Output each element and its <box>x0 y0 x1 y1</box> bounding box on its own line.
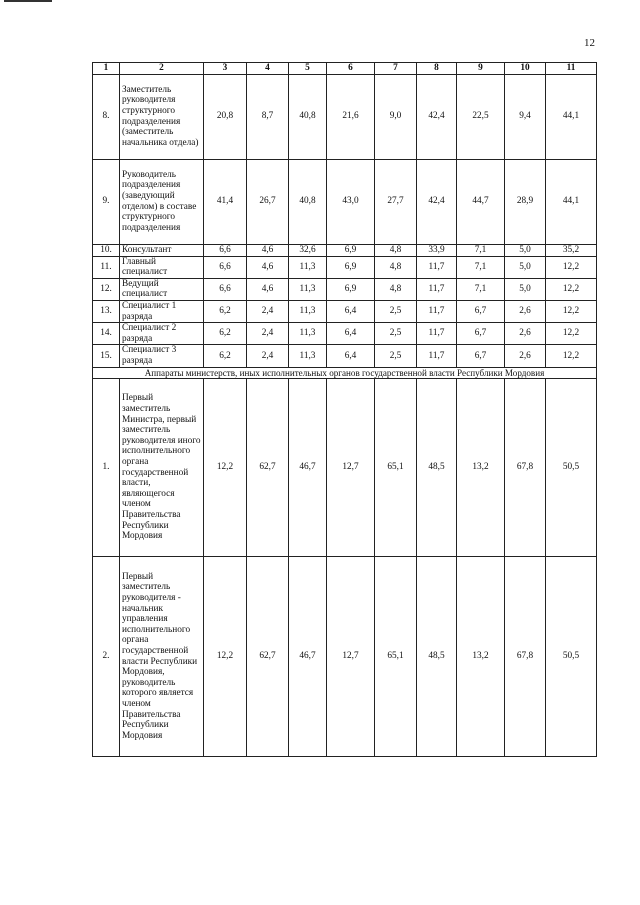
value-cell: 4,6 <box>247 244 289 256</box>
value-cell: 12,2 <box>204 557 247 757</box>
value-cell: 4,8 <box>375 244 417 256</box>
value-cell: 6,6 <box>204 244 247 256</box>
row-number: 2. <box>93 557 120 757</box>
value-cell: 62,7 <box>247 557 289 757</box>
value-cell: 7,1 <box>457 256 505 278</box>
value-cell: 65,1 <box>375 557 417 757</box>
table-row <box>93 379 597 557</box>
table-header-row <box>93 63 597 75</box>
value-cell: 42,4 <box>417 74 457 159</box>
table-row <box>93 278 597 300</box>
row-number: 11. <box>93 256 120 278</box>
position-name: Специалист 2 разряда <box>120 323 204 345</box>
table-row <box>93 300 597 322</box>
value-cell: 6,9 <box>327 256 375 278</box>
position-name: Первый заместитель руководителя - начальник управления исполнительного органа государственной власти Республики Мордовия, руководитель которого является членом Правительства Республики Мордовия <box>120 557 204 757</box>
value-cell: 6,2 <box>204 300 247 322</box>
value-cell: 6,4 <box>327 300 375 322</box>
value-cell: 2,4 <box>247 323 289 345</box>
value-cell: 11,3 <box>289 278 327 300</box>
value-cell: 44,1 <box>546 74 597 159</box>
value-cell: 2,5 <box>375 323 417 345</box>
value-cell: 2,5 <box>375 300 417 322</box>
value-cell: 11,3 <box>289 300 327 322</box>
page-number: 12 <box>584 37 595 49</box>
row-number: 14. <box>93 323 120 345</box>
value-cell: 6,4 <box>327 345 375 367</box>
value-cell: 12,2 <box>546 323 597 345</box>
value-cell: 62,7 <box>247 379 289 557</box>
value-cell: 7,1 <box>457 278 505 300</box>
value-cell: 6,4 <box>327 323 375 345</box>
column-header: 2 <box>120 63 204 75</box>
position-name: Консультант <box>120 244 204 256</box>
value-cell: 41,4 <box>204 159 247 244</box>
row-number: 12. <box>93 278 120 300</box>
value-cell: 4,6 <box>247 278 289 300</box>
row-number: 10. <box>93 244 120 256</box>
column-header: 8 <box>417 63 457 75</box>
value-cell: 6,9 <box>327 244 375 256</box>
value-cell: 44,1 <box>546 159 597 244</box>
value-cell: 35,2 <box>546 244 597 256</box>
value-cell: 11,3 <box>289 256 327 278</box>
value-cell: 6,6 <box>204 256 247 278</box>
value-cell: 4,6 <box>247 256 289 278</box>
value-cell: 11,7 <box>417 278 457 300</box>
value-cell: 11,7 <box>417 256 457 278</box>
value-cell: 2,4 <box>247 300 289 322</box>
position-name: Главный специалист <box>120 256 204 278</box>
column-header: 4 <box>247 63 289 75</box>
table-row <box>93 159 597 244</box>
row-number: 8. <box>93 74 120 159</box>
position-name: Первый заместитель Министра, первый заместитель руководителя иного исполнительного органа государственной власти, являющегося членом Правительства Республики Мордовия <box>120 379 204 557</box>
value-cell: 33,9 <box>417 244 457 256</box>
column-header: 10 <box>505 63 546 75</box>
value-cell: 4,8 <box>375 256 417 278</box>
table-row <box>93 74 597 159</box>
row-number: 15. <box>93 345 120 367</box>
value-cell: 6,7 <box>457 300 505 322</box>
column-header: 5 <box>289 63 327 75</box>
value-cell: 6,7 <box>457 323 505 345</box>
column-header: 6 <box>327 63 375 75</box>
position-name: Руководитель подразделения (заведующий отделом) в составе структурного подразделения <box>120 159 204 244</box>
value-cell: 6,9 <box>327 278 375 300</box>
value-cell: 13,2 <box>457 379 505 557</box>
value-cell: 12,7 <box>327 379 375 557</box>
value-cell: 26,7 <box>247 159 289 244</box>
value-cell: 2,6 <box>505 300 546 322</box>
value-cell: 13,2 <box>457 557 505 757</box>
value-cell: 12,2 <box>546 300 597 322</box>
value-cell: 67,8 <box>505 557 546 757</box>
value-cell: 5,0 <box>505 278 546 300</box>
value-cell: 12,2 <box>546 278 597 300</box>
table-row <box>93 256 597 278</box>
value-cell: 5,0 <box>505 244 546 256</box>
table-row <box>93 323 597 345</box>
table-row <box>93 244 597 256</box>
value-cell: 22,5 <box>457 74 505 159</box>
value-cell: 50,5 <box>546 379 597 557</box>
position-name: Специалист 3 разряда <box>120 345 204 367</box>
column-header: 11 <box>546 63 597 75</box>
value-cell: 46,7 <box>289 557 327 757</box>
column-header: 9 <box>457 63 505 75</box>
value-cell: 4,8 <box>375 278 417 300</box>
value-cell: 28,9 <box>505 159 546 244</box>
value-cell: 9,4 <box>505 74 546 159</box>
value-cell: 44,7 <box>457 159 505 244</box>
column-header: 3 <box>204 63 247 75</box>
row-number: 1. <box>93 379 120 557</box>
value-cell: 11,7 <box>417 345 457 367</box>
value-cell: 27,7 <box>375 159 417 244</box>
value-cell: 11,3 <box>289 323 327 345</box>
value-cell: 6,6 <box>204 278 247 300</box>
section-title: Аппараты министерств, иных исполнительных органов государственной власти Республики Мордовия <box>93 367 597 379</box>
position-name: Ведущий специалист <box>120 278 204 300</box>
value-cell: 46,7 <box>289 379 327 557</box>
row-number: 9. <box>93 159 120 244</box>
value-cell: 12,2 <box>204 379 247 557</box>
value-cell: 11,7 <box>417 300 457 322</box>
value-cell: 5,0 <box>505 256 546 278</box>
value-cell: 40,8 <box>289 74 327 159</box>
value-cell: 43,0 <box>327 159 375 244</box>
value-cell: 9,0 <box>375 74 417 159</box>
value-cell: 12,2 <box>546 345 597 367</box>
value-cell: 7,1 <box>457 244 505 256</box>
column-header: 7 <box>375 63 417 75</box>
table-row <box>93 345 597 367</box>
value-cell: 6,2 <box>204 345 247 367</box>
value-cell: 42,4 <box>417 159 457 244</box>
data-table <box>92 62 597 757</box>
position-name: Специалист 1 разряда <box>120 300 204 322</box>
value-cell: 48,5 <box>417 557 457 757</box>
value-cell: 2,6 <box>505 345 546 367</box>
value-cell: 40,8 <box>289 159 327 244</box>
value-cell: 11,7 <box>417 323 457 345</box>
scan-corner-mark <box>4 0 52 2</box>
value-cell: 8,7 <box>247 74 289 159</box>
value-cell: 20,8 <box>204 74 247 159</box>
row-number: 13. <box>93 300 120 322</box>
value-cell: 2,5 <box>375 345 417 367</box>
value-cell: 11,3 <box>289 345 327 367</box>
position-name: Заместитель руководителя структурного подразделения (заместитель начальника отдела) <box>120 74 204 159</box>
value-cell: 6,7 <box>457 345 505 367</box>
value-cell: 12,2 <box>546 256 597 278</box>
column-header: 1 <box>93 63 120 75</box>
value-cell: 32,6 <box>289 244 327 256</box>
table-row <box>93 557 597 757</box>
value-cell: 21,6 <box>327 74 375 159</box>
value-cell: 2,4 <box>247 345 289 367</box>
value-cell: 12,7 <box>327 557 375 757</box>
value-cell: 50,5 <box>546 557 597 757</box>
value-cell: 48,5 <box>417 379 457 557</box>
section-row <box>93 367 597 379</box>
value-cell: 2,6 <box>505 323 546 345</box>
value-cell: 6,2 <box>204 323 247 345</box>
value-cell: 67,8 <box>505 379 546 557</box>
value-cell: 65,1 <box>375 379 417 557</box>
